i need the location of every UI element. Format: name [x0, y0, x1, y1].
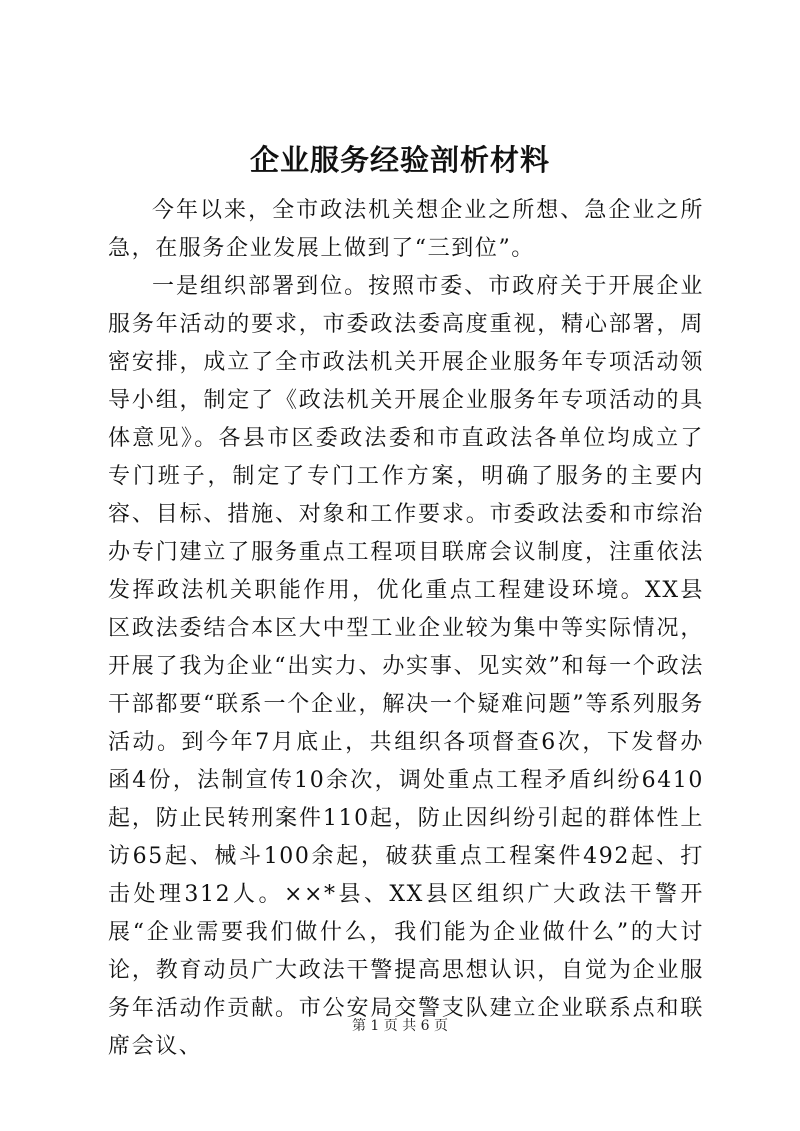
document-title: 企业服务经验剖析材料 — [249, 143, 550, 177]
page-number-footer: 第 1 页 共 6 页 — [351, 1018, 449, 1034]
document-body — [108, 192, 704, 1066]
paragraph-intro: 今年以来，全市政法机关想企业之所想、急企业之所急，在服务企业发展上做到了“三到位”。 — [108, 198, 704, 261]
paragraph-organization: 一是组织部署到位。按照市委、市政府关于开展企业服务年活动的要求，市委政法委高度重视，精心部署，周密安排，成立了全市政法机关开展企业服务年专项活动领导小组，制定了《政法机关开展企业服务年专项活动的具体意见》。各县市区委政法委和市直政法各单位均成立了专门班子，制定了专门工作方案，明确了服务的主要内容、目标、措施、对象和工作要求。市委政法委和市综治办专门建立了服务重点工程项目联席会议制度，注重依法发挥政法机关职能作用，优化重点工程建设环境。XX县区政法委结合本区大中型工业企业较为集中等实际情况，开展了我为企业“出实力、办实事、见实效”和每一个政法干部都要“联系一个企业，解决一个疑难问题”等系列服务活动。到今年7月底止，共组织各项督查6次，下发督办函4份，法制宣传10余次，调处重点工程矛盾纠纷6410起，防止民转刑案件110起，防止因纠纷引起的群体性上访65起、械斗100余起，破获重点工程案件492起、打击处理312人。××*县、XX县区组织广大政法干警开展“企业需要我们做什么，我们能为企业做什么”的大讨论，教育动员广大政法干警提高思想认识，自觉为企业服务年活动作贡献。市公安局交警支队建立企业联系点和联席会议、 — [108, 274, 704, 1059]
